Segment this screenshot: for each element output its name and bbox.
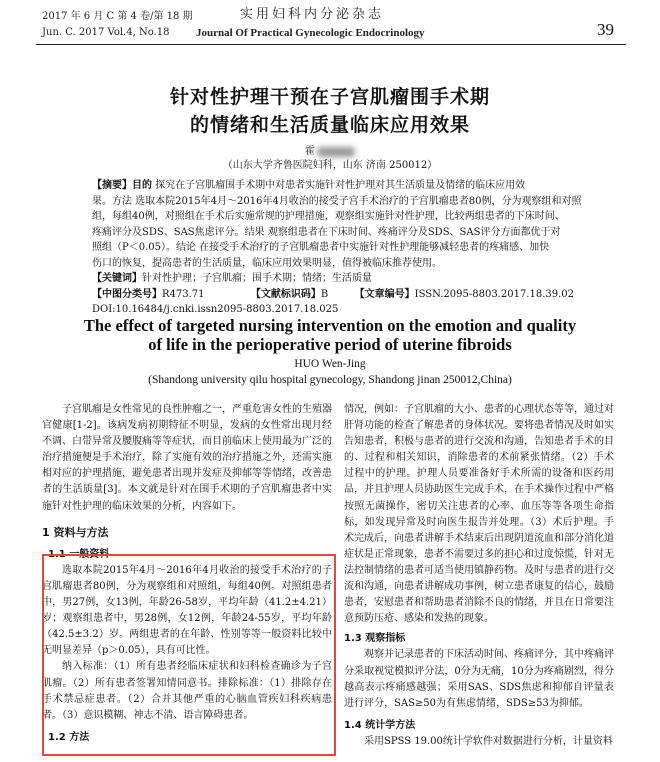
section-heading: 1 资料与方法 [42,525,109,539]
author [0,142,660,157]
right-column [344,402,614,750]
english-title-line1: The effect of targeted nursing intervention on the emotion and quality [83,316,577,335]
introduction: 子宫肌瘤是女性常见的良性肿瘤之一，严重危害女性的生殖器官健康[1-2]。该病发病初期特征不明显，发病的女性常出现月经不调、白带异常及腰腹痛等等症状，而目前临床上使用最为广泛的治疗措施便是手术治疗，除了实施有效的治疗措施之外，还需实施相对应的护理措施，避免患者出现并发症及抑郁等等情绪，改善患者的生活质量[3]。本文就是针对在围手术期的子宫肌瘤患者中实施针对性护理的临床效果的分析，内容如下。 [42,404,332,512]
classification-row: 【中图分类号】R473.71 【文献标识码】B 【文章编号】ISSN.2095-8803.2017.18.39.02 [92,288,575,300]
subsection-heading: 1.1 一般资料 [48,548,110,560]
issue-date-cn: 2017 年 6 月 C 第 4 卷/第 18 期 [42,11,193,22]
statistics-paragraph: 采用SPSS 19.00统计学软件对数据进行分析，计量资料 [364,735,613,747]
header-rule [36,44,626,45]
issue-date-en: Jun. C. 2017 Vol.4, No.18 [42,27,170,38]
inclusion-criteria: 纳入标准：（1）所有患者经临床症状和妇科检查确诊为子宫肌瘤。（2）所有患者签署知情同意书。排除标准：（1）排除存在手术禁忌症患者。（2）合并其他严重的心脑血管疾妇科疾病患者。（3）意识模糊、神志不清、语言障碍患者。 [42,661,332,721]
highlight-box [42,554,336,756]
abstract-line: 【摘要】目的 探究在子宫肌瘤围手术期中对患者实施针对性护理对其生活质量及情绪的临床应用效 [92,180,526,191]
abstract [92,178,592,318]
abstract-line: 伤口的恢复，提高患者的生活质量，临床应用效果明显，值得被临床推荐使用。 [92,257,442,269]
author-name-redaction [317,147,355,157]
paper-title-line1: 针对性护理干预在子宫肌瘤围手术期 [169,86,490,108]
nursing-paragraph: 情况，例如：子宫肌瘤的大小、患者的心理状态等等，通过对肝肾功能的检查了解患者的身体状况。要将患者情况及时如实告知患者，积极与患者的进行交流和沟通，告知患者手术的目的、过程和相关知识，消除患者的术前紧张情绪。（2）手术过程中的护理。护理人员要准备好手术所需的设备和医药用品，并且护理人员协助医生完成手术，在手术操作过程中严格按照无菌操作，密切关注患者的心率、血压等等各项生命指标，如发现异常及时向医生报告并处理。（3）术后护理。手术完成后，向患者讲解手术结束后出现阴道流血和部分消化道症状是正常现象，患者不需要过多的担心和过度惊慌，针对无法控制情绪的患者可适当使用镇静药物。及时与患者的进行交流和沟通，向患者讲解成功事例，树立患者康复的信心，鼓励患者，安慰患者和帮助患者消除不良的情绪，并且在日常要注意预防压疮、感染和发热的现象。 [344,404,614,625]
subsection-heading: 1.4 统计学方法 [344,719,416,731]
english-title-line2: of life in the perioperative period of uterine fibroids [148,335,512,354]
general-information: 选取本院2015年4月～2016年4月收治的接受手术治疗的子宫肌瘤患者80例，分为观察组和对照组，每组40例。对照组患者中，男27例，女13例，年龄26-58岁，平均年龄（41.2±4.21）岁；观察组患者中，男28例，女12例，年龄24-55岁，平均年龄（42.5±3.2）岁。两组患者的在年龄、性别等等一般资料比较中无明显差异（p＞0.05），具有可比性。 [42,564,332,657]
abstract-line: 疼痛评分及SDS、SAS焦虑评分。结果 观察组患者在下床时间、疼痛评分及SDS、SAS评分方面都优于对 [92,226,561,238]
journal-title-en: Journal Of Practical Gynecologic Endocrinology [196,27,425,39]
paper-title-line2: 的情绪和生活质量临床应用效果 [189,114,470,136]
abstract-line: 组，每组40例，对照组在手术后实施常规的护理措施，观察组实施针对性护理，比较两组患者的下床时间、 [92,211,565,222]
subsection-heading: 1.2 方法 [48,731,90,743]
english-author: HUO Wen-Jing [294,358,366,370]
author-name: 霍 [305,146,315,157]
doi: DOI:10.16484/j.cnki.issn2095-8803.2017.18.025 [92,304,339,315]
keywords: 【关键词】针对性护理；子宫肌瘤；围手术期；情绪；生活质量 [92,273,372,284]
affiliation: （山东大学齐鲁医院妇科，山东 济南 250012） [222,160,438,171]
english-affiliation: (Shandong university qilu hospital gynecology, Shandong jinan 250012,China) [148,374,512,386]
subsection-heading: 1.3 观察指标 [344,633,406,645]
abstract-label: 【摘要】目的 [92,180,152,191]
observation-indicators: 观察并记录患者的下床活动时间、疼痛评分，其中疼痛评分采取视觉模拟评分法，0分为无痛，10分为疼痛剧烈，得分越高表示疼痛感越强；采用SAS、SDS焦虑和抑郁自评量表进行评分，SAS≥50为有焦虑情绪，SDS≥53为抑郁。 [344,649,614,709]
page-number: 39 [597,20,614,39]
abstract-line: 照组（P＜0.05）。结论 在接受手术治疗的子宫肌瘤患者中实施针对性护理能够减轻患者的疼痛感、加快 [92,242,550,253]
abstract-line: 果。方法 选取本院2015年4月～2016年4月收治的接受子宫手术治疗的子宫肌瘤患者80例，分为观察组和对照 [92,195,582,207]
journal-title-cn: 实用妇科内分泌杂志 [240,7,385,22]
